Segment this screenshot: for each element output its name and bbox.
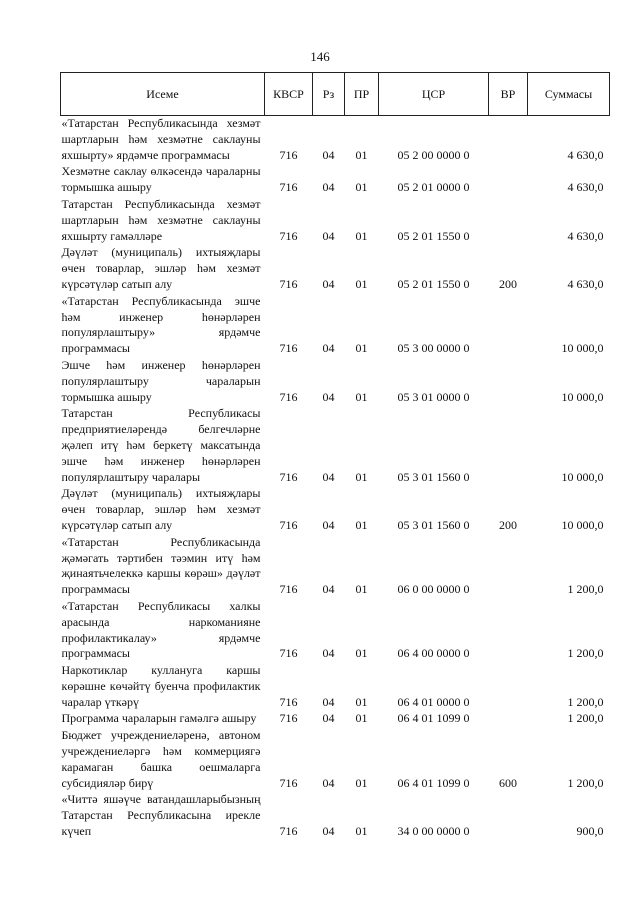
row-pr: 01 [355, 694, 368, 709]
table-row [61, 197, 610, 245]
row-sum: 1 200,0 [567, 646, 604, 661]
table-row [61, 245, 610, 293]
row-csr: 05 3 00 0000 0 [397, 341, 470, 356]
row-name: «Татарстан Республикасында җәмәгать тәртибен тәэмин итү һәм җинаятьчелеккә каршы көрәш» дәүләт программасы [61, 534, 261, 597]
row-sum: 1 200,0 [567, 582, 604, 597]
row-rz: 04 [322, 469, 335, 484]
header-kvsr: КВСР [265, 73, 313, 116]
row-vr [489, 164, 528, 197]
row-rz: 04 [322, 694, 335, 709]
row-rz: 04 [322, 646, 335, 661]
row-kvsr: 716 [279, 711, 298, 726]
row-pr: 01 [355, 582, 368, 597]
row-vr [489, 358, 528, 406]
row-csr: 05 2 01 0000 0 [397, 180, 470, 195]
table-body [61, 116, 610, 841]
table-row [61, 116, 610, 165]
row-sum: 10 000,0 [561, 341, 604, 356]
row-sum: 10 000,0 [561, 389, 604, 404]
row-csr: 34 0 00 0000 0 [397, 824, 470, 839]
row-rz: 04 [322, 824, 335, 839]
row-vr: 200 [499, 517, 517, 532]
row-sum: 1 200,0 [567, 775, 604, 790]
row-rz: 04 [322, 389, 335, 404]
row-kvsr: 716 [279, 646, 298, 661]
row-name: «Татарстан Республикасында эшче һәм инженер һөнәрләрен популярлаштыру» ярдәмче программасы [61, 293, 261, 356]
row-pr: 01 [355, 180, 368, 195]
row-vr [489, 406, 528, 486]
row-kvsr: 716 [279, 469, 298, 484]
row-csr: 05 3 01 1560 0 [397, 517, 470, 532]
row-sum: 1 200,0 [567, 694, 604, 709]
row-kvsr: 716 [279, 389, 298, 404]
row-kvsr: 716 [279, 517, 298, 532]
row-kvsr: 716 [279, 180, 298, 195]
row-csr: 06 4 00 0000 0 [397, 646, 470, 661]
row-kvsr: 716 [279, 824, 298, 839]
table-row [61, 294, 610, 358]
row-pr: 01 [355, 341, 368, 356]
row-sum: 900,0 [576, 824, 604, 839]
row-csr: 06 4 01 1099 0 [397, 711, 470, 726]
row-csr: 05 3 01 0000 0 [397, 389, 470, 404]
row-vr [489, 663, 528, 711]
row-name: Дәүләт (муниципаль) ихтыяҗлары өчен товарлар, эшләр һәм хезмәт күрсәтүләр сатып алу [61, 486, 261, 532]
row-pr: 01 [355, 469, 368, 484]
row-csr: 05 2 01 1550 0 [397, 228, 470, 243]
header-rz: Рз [313, 73, 345, 116]
page-number: 146 [310, 49, 330, 64]
row-kvsr: 716 [279, 341, 298, 356]
row-kvsr: 716 [279, 147, 298, 162]
row-name: Татарстан Республикасында хезмәт шартларын һәм хезмәтне саклауны яхшырту гамәлләре [61, 196, 261, 243]
row-vr [489, 535, 528, 599]
row-csr: 06 4 01 1099 0 [397, 775, 470, 790]
row-sum: 10 000,0 [561, 469, 604, 484]
row-vr: 200 [499, 276, 517, 291]
table-row [61, 406, 610, 486]
header-vr: ВР [489, 73, 528, 116]
table-row [61, 728, 610, 792]
row-pr: 01 [355, 646, 368, 661]
row-sum: 4 630,0 [567, 147, 604, 162]
row-name: Наркотиклар куллануга каршы көрәшне көчәйтү буенча профилактик чаралар үткәрү [61, 663, 261, 709]
row-kvsr: 716 [279, 276, 298, 291]
row-rz: 04 [322, 341, 335, 356]
row-kvsr: 716 [279, 775, 298, 790]
row-sum: 4 630,0 [567, 276, 604, 291]
row-vr [489, 599, 528, 663]
row-rz: 04 [322, 147, 335, 162]
table-row [61, 535, 610, 599]
row-name: Хезмәтне саклау өлкәсендә чараларны тормышка ашыру [61, 164, 261, 195]
row-vr [489, 116, 528, 165]
table-row [61, 599, 610, 663]
row-name: Эшче һәм инженер һөнәрләрен популярлаштыру чараларын тормышка ашыру [61, 357, 261, 404]
row-kvsr: 716 [279, 694, 298, 709]
row-kvsr: 716 [279, 582, 298, 597]
row-pr: 01 [355, 276, 368, 291]
table-row [61, 164, 610, 197]
row-name: «Татарстан Республикасында хезмәт шартларын һәм хезмәтне саклауны яхшырту» ярдәмче программасы [61, 116, 261, 162]
row-csr: 05 2 00 0000 0 [397, 147, 470, 162]
row-csr: 05 2 01 1550 0 [397, 276, 470, 291]
row-name: «Татарстан Республикасы халкы арасында наркоманияне профилактикалау» ярдәмче программасы [61, 598, 261, 661]
row-rz: 04 [322, 775, 335, 790]
row-vr [489, 294, 528, 358]
table-row [61, 358, 610, 406]
row-name: Татарстан Республикасы предприятиеләрендә белгечләрне җәлеп итү һәм беркетү максатында эшче һәм инженер һөнәрләрен популярлаштыру чаралары [61, 406, 261, 484]
table-row [61, 486, 610, 534]
row-pr: 01 [355, 517, 368, 532]
row-name: Программа чараларын гамәлгә ашыру [61, 711, 257, 726]
row-vr [489, 792, 528, 840]
row-csr: 06 4 01 0000 0 [397, 694, 470, 709]
row-pr: 01 [355, 711, 368, 726]
table-row [61, 663, 610, 711]
row-pr: 01 [355, 389, 368, 404]
row-pr: 01 [355, 228, 368, 243]
row-sum: 10 000,0 [561, 517, 604, 532]
row-pr: 01 [355, 824, 368, 839]
row-vr [489, 711, 528, 728]
row-name: Дәүләт (муниципаль) ихтыяҗлары өчен товарлар, эшләр һәм хезмәт күрсәтүләр сатып алу [61, 245, 261, 291]
row-csr: 06 0 00 0000 0 [397, 582, 470, 597]
row-sum: 4 630,0 [567, 228, 604, 243]
header-sum: Суммасы [528, 73, 610, 116]
row-rz: 04 [322, 180, 335, 195]
header-csr: ЦСР [379, 73, 489, 116]
row-name: Бюджет учреждениеләренә, автоном учреждениеләргә һәм коммерциягә карамаган башка оешмаларга субсидияләр бирү [61, 728, 261, 790]
row-rz: 04 [322, 228, 335, 243]
budget-table [60, 72, 610, 841]
row-rz: 04 [322, 711, 335, 726]
row-rz: 04 [322, 517, 335, 532]
row-sum: 4 630,0 [567, 180, 604, 195]
header-pr: ПР [345, 73, 379, 116]
row-rz: 04 [322, 276, 335, 291]
row-rz: 04 [322, 582, 335, 597]
header-name: Исеме [61, 73, 265, 116]
table-header [61, 73, 610, 116]
row-name: «Читтә яшәүче ватандашларыбызның Татарстан Республикасына ирекле күчеп [61, 792, 261, 839]
row-sum: 1 200,0 [567, 711, 604, 726]
table-row [61, 792, 610, 840]
row-vr: 600 [499, 775, 517, 790]
row-csr: 05 3 01 1560 0 [397, 469, 470, 484]
row-pr: 01 [355, 775, 368, 790]
row-kvsr: 716 [279, 228, 298, 243]
row-vr [489, 197, 528, 245]
table-row [61, 711, 610, 728]
row-pr: 01 [355, 147, 368, 162]
